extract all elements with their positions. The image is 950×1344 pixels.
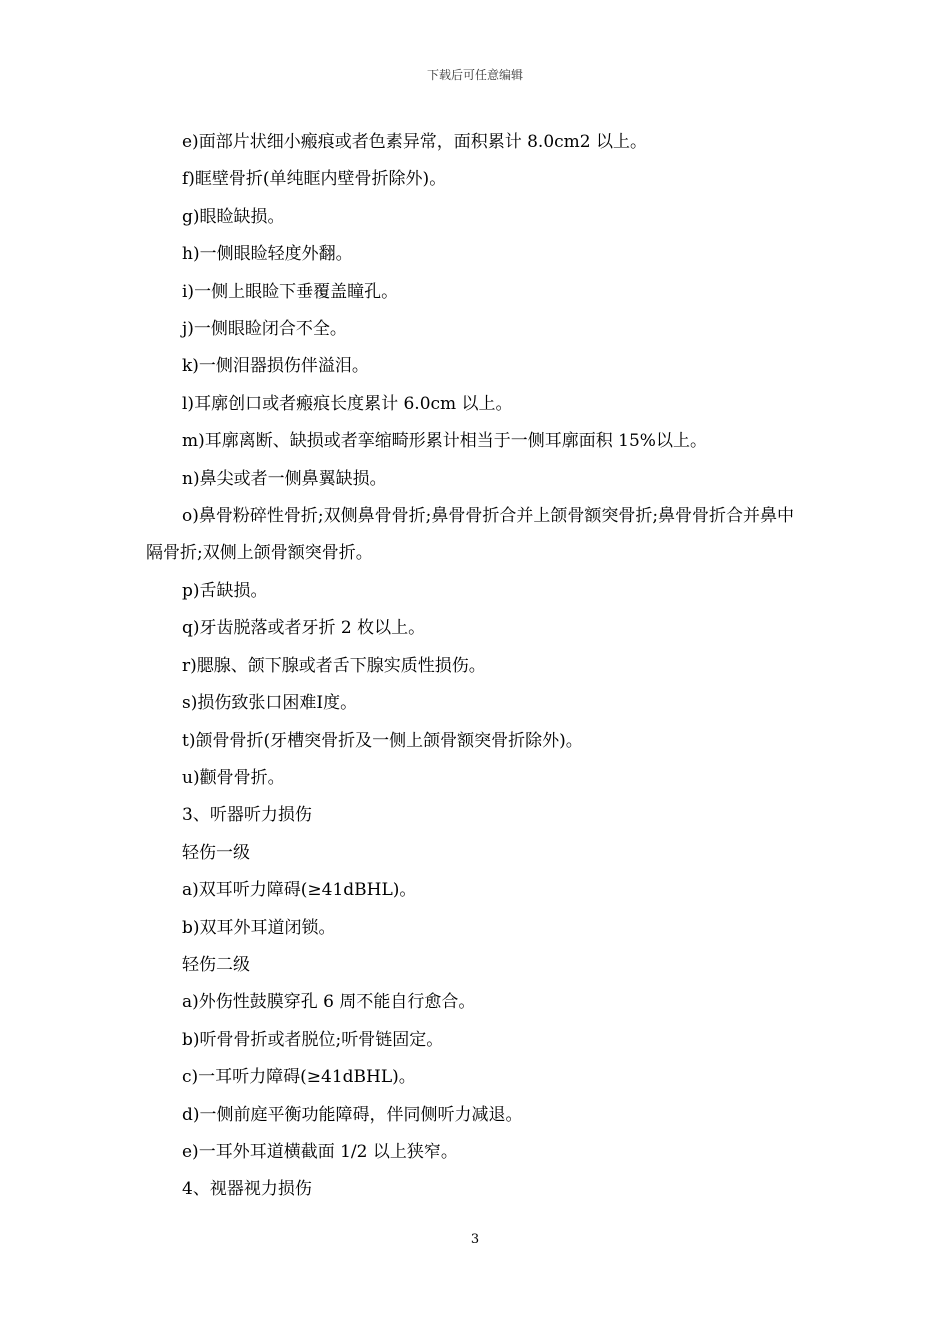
paragraph-i-ptosis: i)一侧上眼睑下垂覆盖瞳孔。 (182, 281, 399, 302)
paragraph-s-trismus: s)损伤致张口困难Ⅰ度。 (182, 693, 358, 714)
paragraph-k-lacrimal-injury: k)一侧泪器损伤伴溢泪。 (182, 356, 369, 377)
paragraph-d-vestibular-disorder: d)一侧前庭平衡功能障碍，伴同侧听力减退。 (182, 1104, 523, 1125)
paragraph-h-eyelid-ectropion: h)一侧眼睑轻度外翻。 (182, 244, 353, 265)
paragraph-c-unilateral-hearing: c)一耳听力障碍(≥41dBHL)。 (182, 1067, 416, 1088)
paragraph-j-eyelid-closure: j)一侧眼睑闭合不全。 (182, 319, 347, 340)
paragraph-e-facial-scar: e)面部片状细小瘢痕或者色素异常，面积累计 8.0cm2 以上。 (182, 132, 647, 152)
paragraph-l-auricle-scar: l)耳廓创口或者瘢痕长度累计 6.0cm 以上。 (182, 393, 513, 414)
paragraph-e-ear-canal-stenosis: e)一耳外耳道横截面 1/2 以上狭窄。 (182, 1141, 458, 1162)
subheading-minor-injury-level-2: 轻伤二级 (182, 954, 250, 975)
paragraph-n-nose-defect: n)鼻尖或者一侧鼻翼缺损。 (182, 468, 387, 489)
subheading-minor-injury-level-1: 轻伤一级 (182, 842, 250, 863)
paragraph-g-eyelid-defect: g)眼睑缺损。 (182, 206, 285, 227)
document-body (146, 124, 810, 1209)
paragraph-f-orbital-fracture: f)眶壁骨折(单纯眶内壁骨折除外)。 (182, 169, 447, 190)
page-number: 3 (470, 1232, 480, 1247)
paragraph-b-ossicle-fracture: b)听骨骨折或者脱位;听骨链固定。 (182, 1029, 444, 1050)
paragraph-m-auricle-defect: m)耳廓离断、缺损或者挛缩畸形累计相当于一侧耳廓面积 15%以上。 (182, 431, 707, 452)
paragraph-o-nasal-fracture: o)鼻骨粉碎性骨折;双侧鼻骨骨折;鼻骨骨折合并上颌骨额突骨折;鼻骨骨折合并鼻中隔骨折;双侧上颌骨额突骨折。 (146, 506, 795, 564)
paragraph-b-ear-canal-atresia: b)双耳外耳道闭锁。 (182, 917, 336, 938)
paragraph-t-jaw-fracture: t)颌骨骨折(牙槽突骨折及一侧上颌骨额突骨折除外)。 (182, 730, 583, 751)
paragraph-a-binaural-hearing: a)双耳听力障碍(≥41dBHL)。 (182, 880, 417, 901)
section-heading-vision: 4、视器视力损伤 (182, 1179, 312, 1200)
paragraph-u-zygoma-fracture: u)颧骨骨折。 (182, 767, 285, 788)
paragraph-q-tooth-loss: q)牙齿脱落或者牙折 2 枚以上。 (182, 618, 426, 639)
section-heading-hearing: 3、听器听力损伤 (182, 805, 312, 826)
paragraph-r-gland-injury: r)腮腺、颌下腺或者舌下腺实质性损伤。 (182, 655, 486, 676)
paragraph-p-tongue-defect: p)舌缺损。 (182, 580, 268, 601)
paragraph-a-eardrum-perforation: a)外伤性鼓膜穿孔 6 周不能自行愈合。 (182, 992, 476, 1013)
page-header: 下载后可任意编辑 (426, 68, 523, 82)
